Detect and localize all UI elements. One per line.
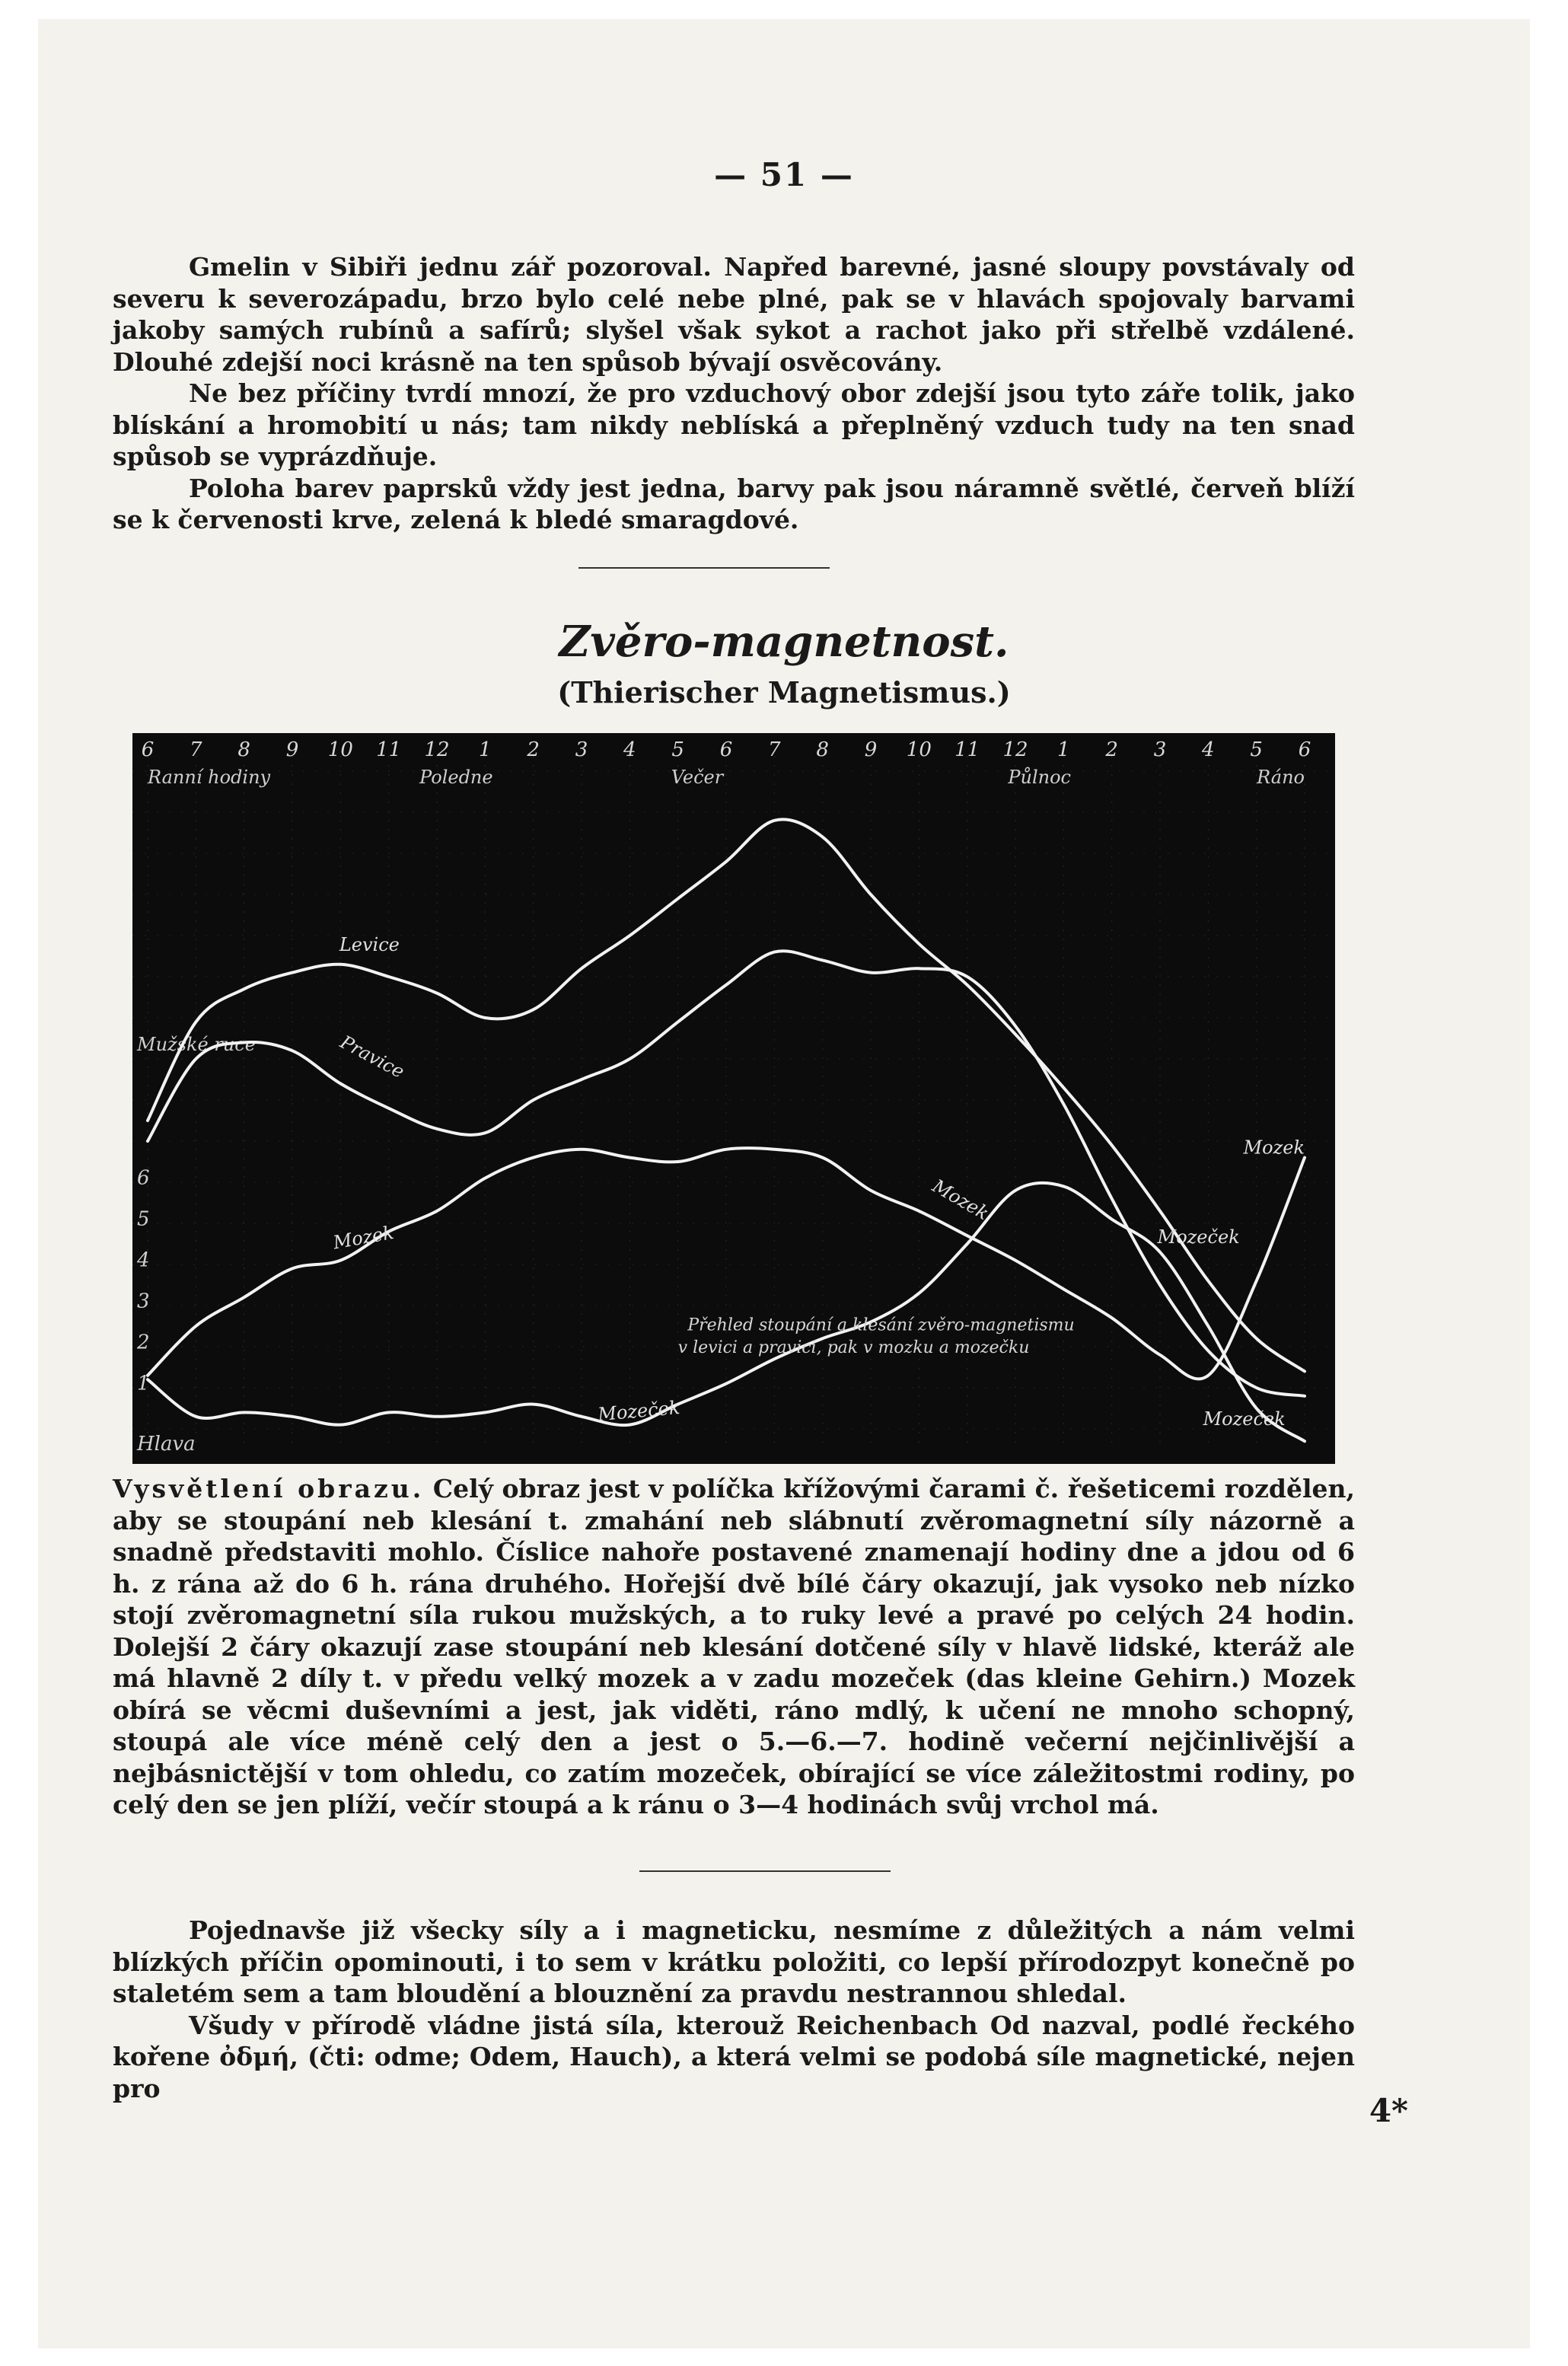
- y-tick-label: 6: [137, 1166, 150, 1190]
- series-label: Mozek: [929, 1175, 993, 1225]
- hour-tick-label: 11: [376, 738, 402, 761]
- hour-tick-label: 11: [955, 738, 980, 761]
- hour-tick-label: 4: [1202, 738, 1215, 761]
- hour-tick-label: 8: [816, 738, 829, 761]
- hour-tick-label: 5: [671, 738, 684, 761]
- hour-tick-label: 12: [424, 738, 450, 761]
- chart-svg: [132, 733, 1335, 1464]
- y-tick-label: 3: [137, 1290, 150, 1313]
- series-label: Mozeček: [597, 1396, 681, 1426]
- series-line: [148, 1183, 1305, 1441]
- legend-paragraph: [113, 1473, 1355, 1821]
- hour-tick-label: 10: [327, 738, 353, 761]
- y-tick-label: 2: [137, 1331, 150, 1354]
- hour-tick-label: 3: [1153, 738, 1167, 761]
- y-tick-label: 1: [137, 1372, 150, 1395]
- hour-tick-label: 2: [527, 738, 540, 761]
- closing-divider: [639, 1870, 891, 1872]
- hour-tick-label: 8: [237, 738, 250, 761]
- series-label: Mozeček: [1157, 1226, 1240, 1248]
- hour-tick-label: 12: [1002, 738, 1028, 761]
- chart-annotation-line-1: Přehled stoupání a klesání zvěro-magnetismu: [687, 1315, 1075, 1335]
- hour-tick-label: 7: [190, 738, 202, 761]
- series-label: Pravice: [336, 1031, 408, 1083]
- legend-heading: Vysvětlení obrazu.: [113, 1474, 425, 1503]
- closing-text: [113, 1915, 1355, 2104]
- hour-tick-label: 2: [1105, 738, 1118, 761]
- hour-tick-label: 1: [479, 738, 492, 761]
- hour-tick-label: 6: [141, 738, 155, 761]
- series-label: Mozek: [1243, 1137, 1305, 1159]
- intro-paragraph-3: Poloha barev paprsků vždy jest jedna, barvy pak jsou náramně světlé, červeň blíží se k červenosti krve, zelená k bledé smaragdové.: [113, 473, 1355, 534]
- period-label: Večer: [671, 767, 724, 788]
- signature-mark: 4*: [1369, 2092, 1408, 2129]
- hour-tick-label: 6: [1298, 738, 1311, 761]
- magnetism-chart: [132, 733, 1335, 1464]
- legend-body: Celý obraz jest v políčka křížovými čarami č. řešeticemi rozdělen, aby se stoupání neb klesání t. zmahání neb slábnutí zvěromagnetní síly názorně a snadně představiti mohlo. Číslice nahoře postavené znamenají hodiny dne a jdou od 6 h. z rána až do 6 h. rána druhého. Hořejší dvě bílé čáry okazují, jak vysoko neb nízko stojí zvěromagnetní síla rukou mužských, a to ruky levé a pravé po celých 24 hodin. Dolejší 2 čáry okazují zase stoupání neb klesání dotčené síly v hlavě lidské, kteráž ale má hlavně 2 díly t. v předu velký mozek a v zadu mozeček (das kleine Gehirn.) Mozek obírá se věcmi duševními a jest, jak viděti, ráno mdlý, k učení ne mnoho schopný, stoupá ale více méně celý den a jest o 5.—6.—7. hodině večerní nejčinlivější a nejbásnictější v tom ohledu, co zatím mozeček, obírající se více záležitostmi rodiny, po celý den se jen plíží, večír stoupá a k ránu o 3—4 hodinách svůj vrchol má.: [113, 1474, 1355, 1819]
- period-label: Ráno: [1257, 767, 1305, 788]
- hour-tick-label: 6: [719, 738, 733, 761]
- page-number: — 51 —: [714, 156, 854, 193]
- intro-paragraph-1: Gmelin v Sibiři jednu zář pozoroval. Napřed barevné, jasné sloupy povstávaly od severu k severozápadu, brzo bylo celé nebe plné, pak se v hlavách spojovaly barvami jakoby samých rubínů a safírů; slyšel však sykot a rachot jako při střelbě vzdálené. Dlouhé zdejší noci krásně na ten spůsob bývají osvěcovány.: [113, 252, 1355, 377]
- series-label: Mozeček: [1203, 1408, 1286, 1430]
- hour-tick-label: 3: [575, 738, 588, 761]
- closing-paragraph-2: Všudy v přírodě vládne jistá síla, kterouž Reichenbach Od nazval, podlé řeckého kořene ὀδμή, (čti: odme; Odem, Hauch), a která velmi se podobá síle magnetické, nejen pro: [113, 2010, 1355, 2103]
- y-tick-label: 5: [137, 1207, 150, 1231]
- section-title: Zvěro-magnetnost.: [559, 617, 1009, 667]
- y-tick-label: 4: [137, 1248, 150, 1272]
- series-label: Mozek: [331, 1221, 396, 1254]
- closing-paragraph-1: Pojednavše již všecky síly a i magneticku, nesmíme z důležitých a nám velmi blízkých příčin opominouti, i to sem v krátku položiti, co lepší přírodozpyt konečně po staletém sem a tam bloudění a blouznění za pravdu nestrannou shledal.: [113, 1915, 1355, 2008]
- hour-tick-label: 5: [1250, 738, 1263, 761]
- hour-tick-label: 9: [285, 738, 299, 761]
- intro-paragraph-2: Ne bez příčiny tvrdí mnozí, že pro vzduchový obor zdejší jsou tyto záře tolik, jako blískání a hromobití u nás; tam nikdy neblíská a přeplněný vzduch tudy na ten snad spůsob se vyprázdňuje.: [113, 378, 1355, 471]
- chart-annotation-line-2: v levici a pravici, pak v mozku a mozečku: [677, 1338, 1030, 1358]
- y-axis-label: Mužské ruce: [137, 1034, 256, 1056]
- hour-tick-label: 4: [623, 738, 636, 761]
- hour-tick-label: 9: [864, 738, 878, 761]
- book-page: [38, 19, 1530, 2348]
- period-label: Poledne: [419, 767, 493, 788]
- hour-tick-label: 7: [768, 738, 781, 761]
- period-label: Ranní hodiny: [148, 767, 271, 788]
- section-divider: [578, 567, 830, 569]
- hour-tick-label: 1: [1057, 738, 1070, 761]
- intro-text: [113, 251, 1355, 536]
- series-label: Levice: [339, 933, 400, 955]
- legend-text: [113, 1473, 1355, 1821]
- x-axis-label: Hlava: [137, 1433, 196, 1456]
- period-label: Půlnoc: [1008, 767, 1071, 788]
- section-subtitle: (Thierischer Magnetismus.): [557, 675, 1011, 709]
- hour-tick-label: 10: [906, 738, 932, 761]
